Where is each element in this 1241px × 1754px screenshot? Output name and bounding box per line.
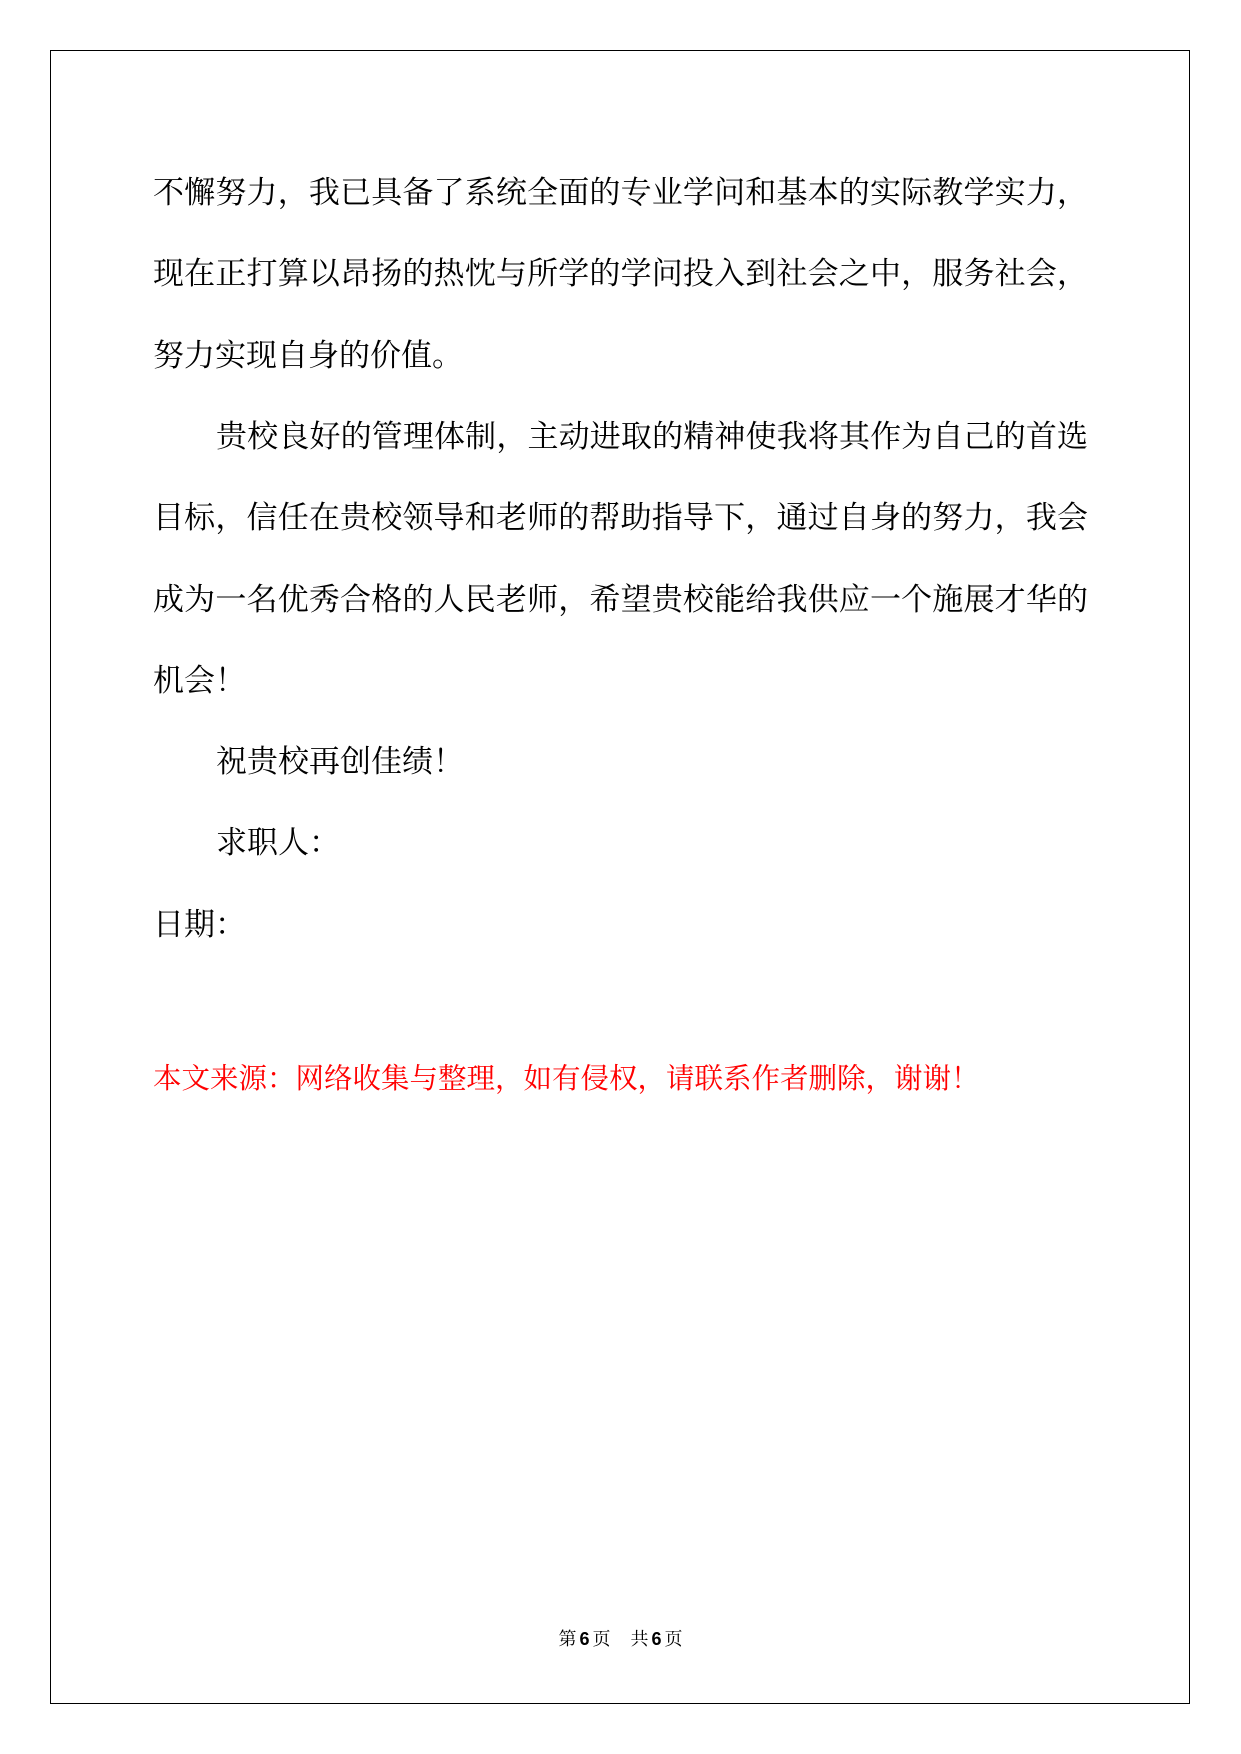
footer-total-suffix: 页	[664, 1629, 683, 1649]
letter-paragraph-2-line-3: 成为一名优秀合格的人民老师，希望贵校能给我供应一个施展才华的	[153, 581, 1088, 618]
letter-paragraph-2-line-2: 目标，信任在贵校领导和老师的帮助指导下，通过自身的努力，我会	[153, 500, 1088, 537]
letter-closing: 祝贵校再创佳绩！	[216, 744, 464, 781]
letter-paragraph-2-line-1: 贵校良好的管理体制，主动进取的精神使我将其作为自己的首选	[216, 418, 1088, 455]
letter-paragraph-2-line-4: 机会！	[153, 662, 246, 699]
signature-label: 求职人：	[216, 825, 340, 862]
footer-current-prefix: 第	[558, 1629, 577, 1649]
date-label: 日期：	[153, 906, 246, 943]
footer-total-prefix: 共	[630, 1629, 649, 1649]
letter-paragraph-1-line-1: 不懈努力，我已具备了系统全面的专业学问和基本的实际教学实力，	[153, 175, 1088, 211]
footer-current-page: 6	[579, 1629, 590, 1649]
letter-paragraph-1-line-3: 努力实现自身的价值。	[153, 337, 463, 374]
footer-current-suffix: 页	[592, 1629, 611, 1649]
letter-paragraph-1-line-2: 现在正打算以昂扬的热忱与所学的学问投入到社会之中，服务社会，	[153, 256, 1088, 293]
footer-total-pages: 6	[651, 1629, 662, 1649]
source-notice: 本文来源：网络收集与整理，如有侵权，请联系作者删除，谢谢！	[153, 1062, 980, 1095]
page-footer	[0, 1627, 1241, 1651]
